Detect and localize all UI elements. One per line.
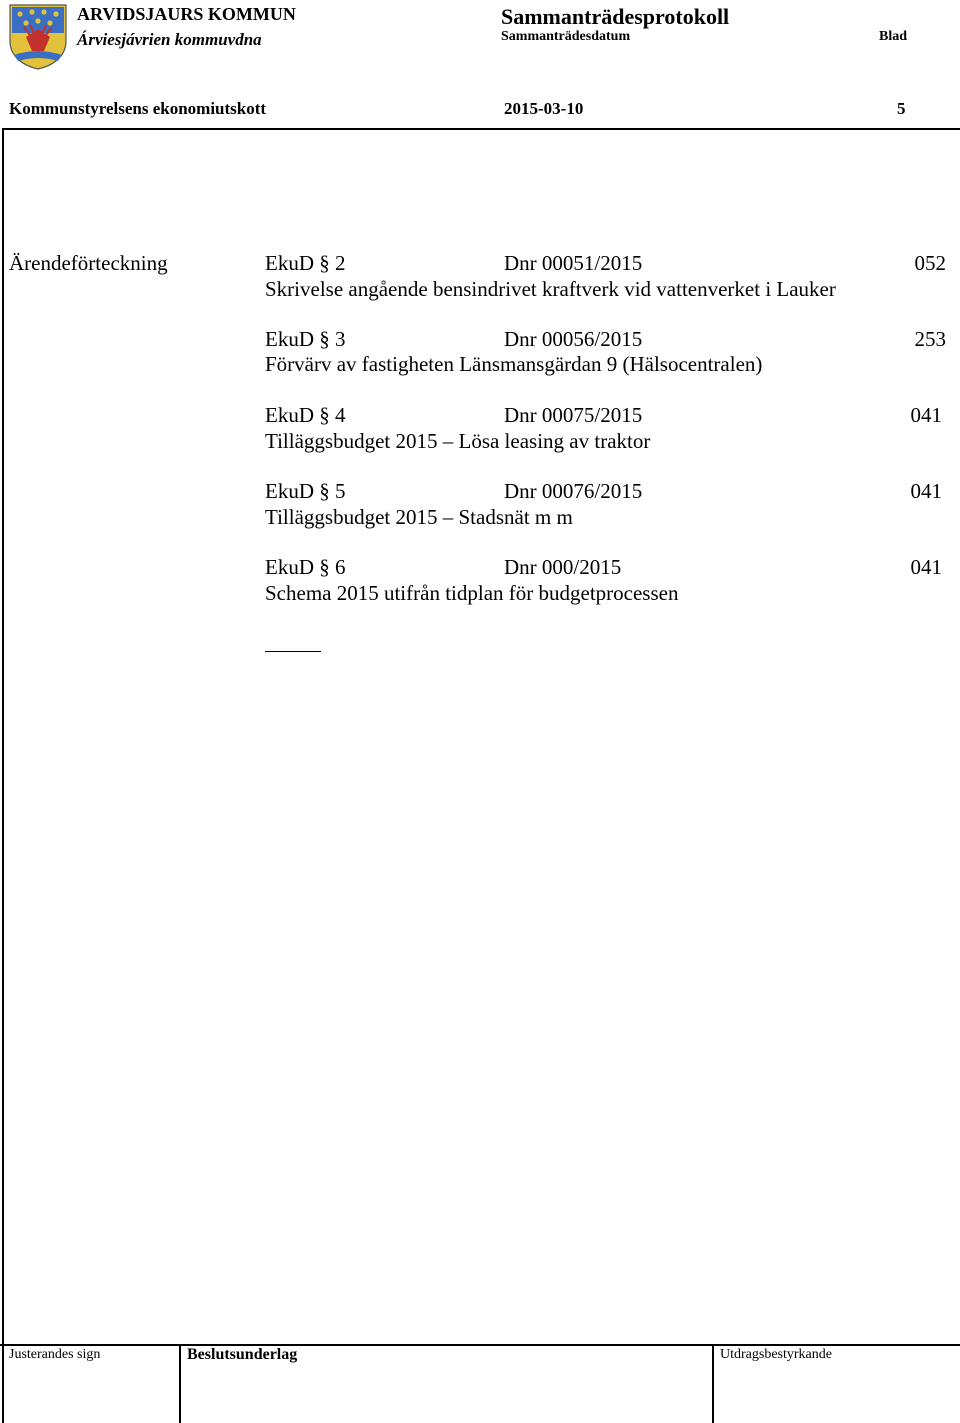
document-title: Sammanträdesprotokoll [501, 4, 730, 29]
beslutsunderlag-label: Beslutsunderlag [187, 1346, 298, 1363]
committee-name: Kommunstyrelsens ekonomiutskott [9, 99, 267, 118]
item-dnr: Dnr 00076/2015 [504, 479, 643, 503]
footer-column-divider [712, 1344, 714, 1423]
item-class: 041 [910, 555, 942, 579]
utdragsbestyrkande-label: Utdragsbestyrkande [720, 1347, 832, 1362]
agenda-heading: Ärendeförteckning [9, 251, 168, 275]
item-code: EkuD § 5 [265, 479, 346, 503]
item-class: 041 [910, 479, 942, 503]
item-title: Schema 2015 utifrån tidplan för budgetprocessen [265, 581, 679, 605]
item-dnr: Dnr 000/2015 [504, 555, 622, 579]
municipal-crest-logo [8, 3, 68, 71]
item-title: Tilläggsbudget 2015 – Lösa leasing av traktor [265, 429, 651, 453]
justerandes-sign-label: Justerandes sign [9, 1347, 101, 1362]
item-code: EkuD § 6 [265, 555, 346, 579]
page-label: Blad [879, 29, 908, 44]
end-of-list-rule [265, 651, 321, 652]
meeting-date: 2015-03-10 [504, 99, 584, 118]
municipality-sami-name: Árviesjávrien kommuvdna [77, 30, 262, 49]
footer-divider [0, 1344, 960, 1346]
content-frame [2, 128, 960, 1423]
page-number: 5 [897, 99, 906, 118]
item-code: EkuD § 4 [265, 403, 346, 427]
item-class: 052 [914, 251, 946, 275]
item-dnr: Dnr 00051/2015 [504, 251, 643, 275]
footer-column-divider [179, 1344, 181, 1423]
item-dnr: Dnr 00075/2015 [504, 403, 643, 427]
item-code: EkuD § 3 [265, 327, 346, 351]
municipality-name: ARVIDSJAURS KOMMUN [77, 4, 296, 24]
item-title: Förvärv av fastigheten Länsmansgärdan 9 (Hälsocentralen) [265, 352, 763, 376]
item-title: Skrivelse angående bensindrivet kraftverk vid vattenverket i Lauker [265, 277, 836, 301]
item-code: EkuD § 2 [265, 251, 346, 275]
item-title: Tilläggsbudget 2015 – Stadsnät m m [265, 505, 573, 529]
item-dnr: Dnr 00056/2015 [504, 327, 643, 351]
item-class: 041 [910, 403, 942, 427]
meeting-date-label: Sammanträdesdatum [501, 29, 631, 44]
item-class: 253 [914, 327, 946, 351]
